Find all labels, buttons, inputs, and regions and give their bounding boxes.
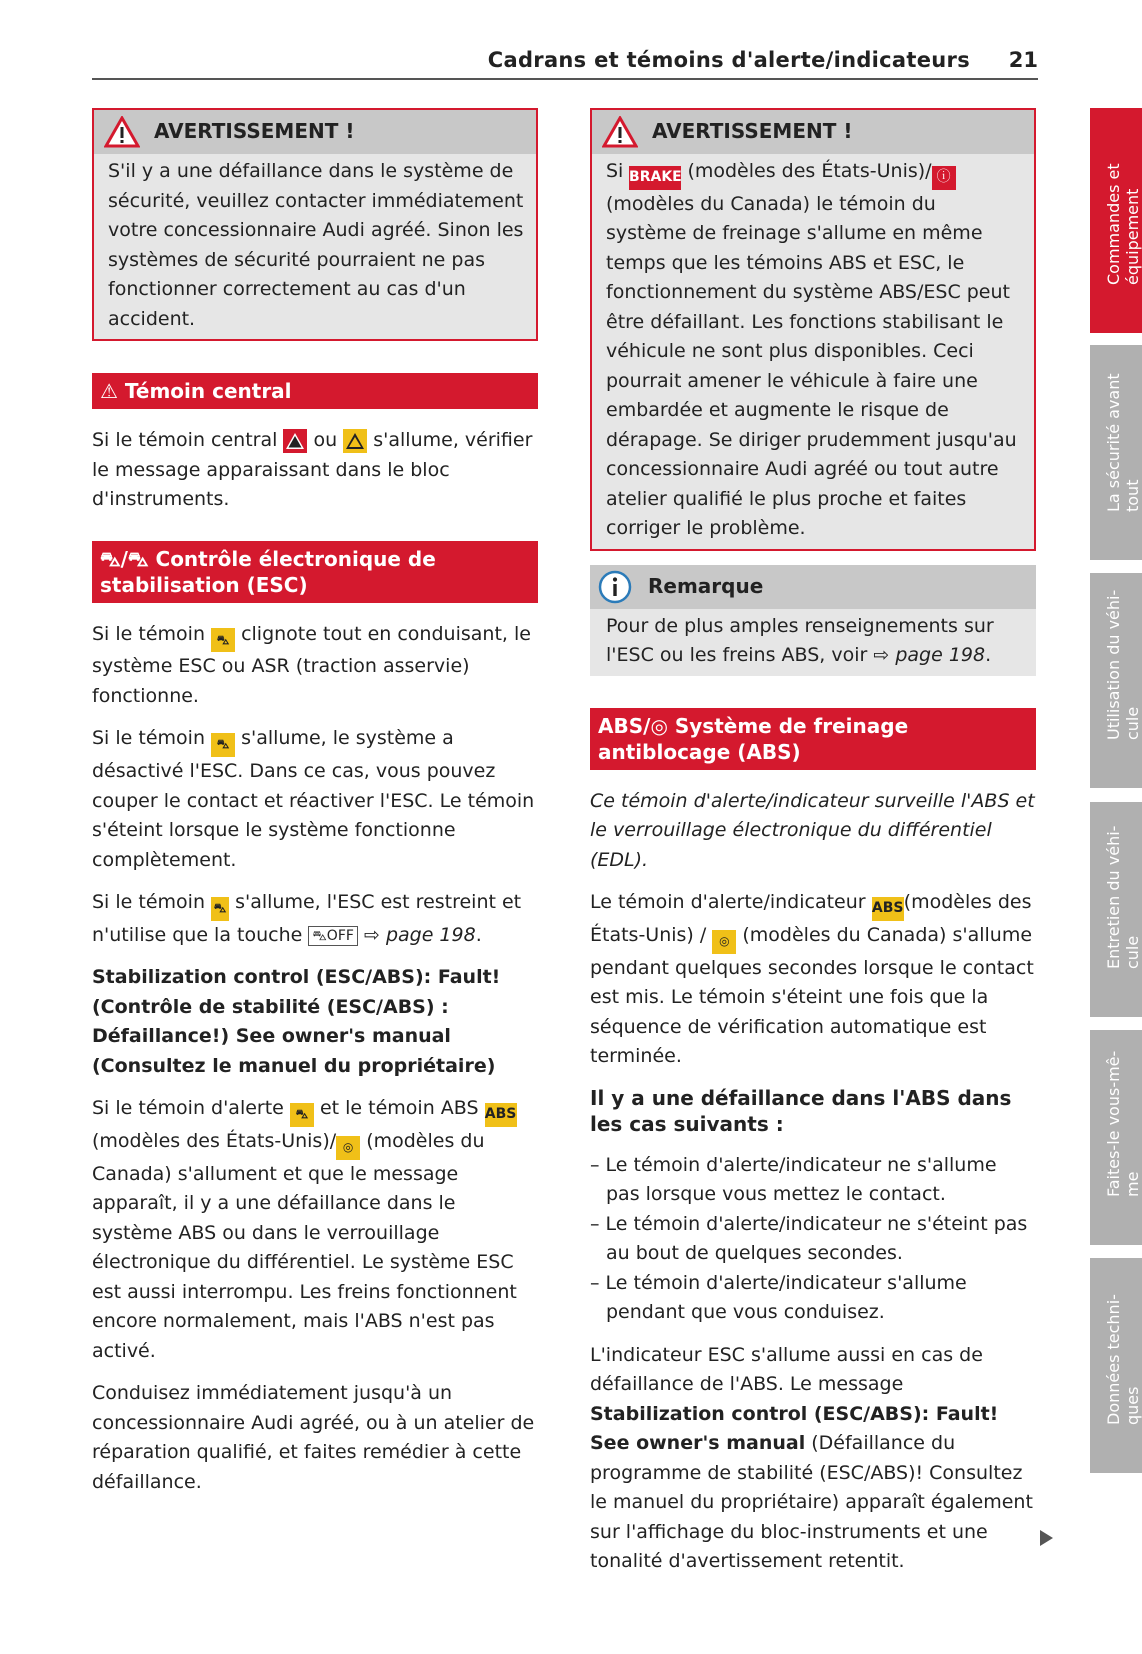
paragraph	[92, 724, 538, 875]
text: Si le témoin	[92, 891, 205, 913]
side-tab-label	[1104, 1294, 1142, 1425]
abs-indicator-icon: ABS	[872, 897, 904, 921]
side-tab-commandes[interactable]	[1090, 108, 1142, 333]
side-tab-faites-le[interactable]	[1090, 1030, 1142, 1245]
esc-car-icon: ⛍	[211, 733, 235, 757]
abs-circle-icon: ◎	[650, 713, 668, 738]
text: (Défaillance du programme de stabilité (ESC/ABS)! Consultez le manuel du propriétaire) apparaît également sur l'affichage du bloc-instruments et une tonalité d'avertissement retentit.	[590, 1432, 1033, 1573]
label-line: Faites-le vous-mê-	[1104, 1050, 1123, 1197]
esc-car-icon: ⛍/⛍	[100, 546, 149, 571]
bullet-list	[590, 1151, 1036, 1328]
text: Si le témoin	[92, 727, 205, 750]
page-reference-link[interactable]: page 198	[895, 644, 986, 667]
label-line: cule	[1123, 706, 1142, 740]
warning-triangle-icon: ⚠	[100, 379, 118, 403]
yellow-warning-triangle-icon	[343, 429, 367, 453]
warning-header	[592, 110, 1034, 154]
side-tab-utilisation[interactable]	[1090, 573, 1142, 788]
paragraph	[590, 1341, 1036, 1577]
list-item: – Le témoin d'alerte/indicateur s'allume pendant que vous conduisez.	[590, 1271, 967, 1324]
paragraph: Conduisez immédiatement jusqu'à un concessionnaire Audi agréé, ou à un atelier de réparation qualifié, et faites remédier à cette défaillance.	[92, 1382, 535, 1493]
text: .	[475, 923, 482, 946]
label-line: Utilisation du véhi-	[1104, 589, 1123, 740]
text: (modèles du Canada) s'allume pendant quelques secondes lorsque le contact est mis. Le témoin s'éteint une fois que la séquence de vérification automatique est terminée.	[590, 924, 1034, 1068]
text: s'allume, le système a désactivé l'ESC. Dans ce cas, vous pouvez couper le contact et réactiver l'ESC. Le témoin s'éteint lorsque le système fonctionne complètement.	[92, 727, 535, 871]
label-line: me	[1123, 1171, 1142, 1197]
label-line: équipement	[1123, 188, 1142, 285]
page-reference-link[interactable]: page 198	[385, 923, 476, 946]
page-title: Cadrans et témoins d'alerte/indicateurs	[487, 48, 970, 72]
heading-text: Système de freinage antiblocage (ABS)	[598, 713, 909, 764]
side-tab-label	[1104, 826, 1142, 969]
text: clignote tout en conduisant, le système ESC ou ASR (traction asservie) fonctionne.	[92, 622, 531, 707]
heading-text: Contrôle électronique de stabilisation (ESC)	[100, 546, 436, 597]
note-box	[590, 565, 1036, 676]
list-item: – Le témoin d'alerte/indicateur ne s'allume pas lorsque vous mettez le contact.	[590, 1153, 997, 1206]
text: (modèles des États-Unis)/	[92, 1130, 337, 1152]
text: Si le témoin central	[92, 429, 278, 451]
label-line: Données techni-	[1104, 1294, 1123, 1425]
text: Si le témoin d'alerte	[92, 1097, 284, 1120]
note-title: Remarque	[648, 574, 764, 598]
note-header	[590, 565, 1036, 609]
section-heading-abs	[590, 708, 1036, 770]
warning-box-brake	[590, 108, 1036, 551]
label-line: cule	[1123, 935, 1142, 969]
text: (modèles des États-Unis) /	[590, 891, 1032, 946]
warning-text: S'il y a une défaillance dans le système de sécurité, veuillez contacter immédiatement votre concessionnaire Audi agréé. Sinon les systèmes de sécurité pourraient ne pas fonctionner correctement au cas d'un accident.	[108, 160, 524, 330]
brake-indicator-icon: BRAKE	[629, 166, 681, 190]
arrow-icon: ⇨	[873, 644, 890, 667]
page-header	[92, 40, 1038, 80]
section-heading-temoin-central	[92, 373, 538, 409]
side-tab-label	[1104, 373, 1142, 512]
left-column	[92, 108, 538, 1510]
red-warning-triangle-icon	[283, 429, 307, 453]
warning-text	[592, 154, 1034, 549]
paragraph	[92, 620, 538, 712]
intro-paragraph: Ce témoin d'alerte/indicateur surveille l'ABS et le verrouillage électronique du différentiel (EDL).	[590, 789, 1035, 871]
esc-off-icon: ⛍	[211, 897, 229, 921]
bold-message: Stabilization control (ESC/ABS): Fault! (Contrôle de stabilité (ESC/ABS) : Défaillance!) See owner's manual (Consultez le manuel du propriétaire)	[92, 966, 501, 1077]
text: .	[985, 644, 992, 667]
text: Pour de plus amples renseignements sur l'ESC ou les freins ABS, voir	[606, 614, 994, 667]
paragraph	[92, 1094, 538, 1366]
warning-title: AVERTISSEMENT !	[154, 119, 355, 144]
info-icon	[598, 570, 632, 604]
warning-title: AVERTISSEMENT !	[652, 119, 853, 144]
note-text	[590, 609, 1036, 676]
label-line: La sécurité avant	[1104, 373, 1123, 512]
abs-indicator-icon: ABS	[485, 1103, 517, 1127]
label-line: ques	[1123, 1386, 1142, 1425]
text: (modèles des États-Unis)/	[687, 160, 932, 182]
next-page-arrow-icon[interactable]	[1040, 1530, 1053, 1546]
label-line: Entretien du véhi-	[1104, 825, 1123, 969]
side-tab-entretien[interactable]	[1090, 802, 1142, 1017]
text: Le témoin d'alerte/indicateur	[590, 891, 866, 914]
heading-text: Témoin central	[124, 379, 292, 403]
label-line: Commandes et	[1104, 163, 1123, 285]
esc-car-icon: ⛍	[290, 1103, 314, 1127]
paragraph	[590, 888, 1036, 1072]
heading-text: ABS/	[598, 713, 651, 738]
section-heading-esc	[92, 541, 538, 603]
warning-box-security	[92, 108, 538, 341]
side-tab-label	[1104, 590, 1142, 740]
warning-triangle-icon	[104, 116, 140, 148]
text: Si	[606, 160, 624, 182]
esc-car-icon: ⛍	[211, 628, 235, 652]
warning-header	[94, 110, 536, 154]
abs-circle-icon: ◎	[712, 930, 736, 954]
subheading: Il y a une défaillance dans l'ABS dans les cas suivants :	[590, 1085, 1012, 1136]
paragraph	[92, 888, 538, 950]
paragraph	[92, 426, 538, 515]
text: L'indicateur ESC s'allume aussi en cas de défaillance de l'ABS. Le message	[590, 1343, 983, 1396]
text: ou	[313, 429, 338, 451]
text: (modèles du Canada) le témoin du système de freinage s'allume en même temps que les témoins ABS et ESC, le fonctionnement du système ABS/ESC peut être défaillant. Les fonctions stabilisant le véhicule ne sont plus disponibles. Ceci pourrait amener le véhicule à faire une embardée et augmente le risque de dérapage. Se diriger prudemment jusqu'au concessionnaire Audi agréé ou tout autre atelier qualifié le plus proche et faites corriger le problème.	[606, 192, 1017, 540]
brake-circle-icon: ⓘ	[932, 166, 956, 190]
right-column	[590, 108, 1036, 1590]
abs-circle-icon: ◎	[336, 1136, 360, 1160]
side-tab-donnees[interactable]	[1090, 1258, 1142, 1473]
list-item: – Le témoin d'alerte/indicateur ne s'éteint pas au bout de quelques secondes.	[590, 1212, 1028, 1265]
warning-triangle-icon	[602, 116, 638, 148]
arrow-icon: ⇨	[363, 923, 380, 946]
label-line: tout	[1123, 479, 1142, 512]
side-tab-label	[1104, 163, 1142, 285]
side-tab-label	[1104, 1051, 1142, 1197]
key-label: OFF	[326, 927, 354, 944]
text: et le témoin ABS	[319, 1097, 479, 1120]
text: (modèles du Canada) s'allument et que le message apparaît, il y a une défaillance dans le système ABS ou dans le verrouillage électronique du différentiel. Le système ESC est aussi interrompu. Les freins fonctionnent encore normalement, mais l'ABS n'est pas activé.	[92, 1130, 517, 1362]
side-tab-securite[interactable]	[1090, 345, 1142, 560]
text: s'allume, vérifier le message apparaissant dans le bloc d'instruments.	[92, 429, 533, 510]
page-number: 21	[1008, 48, 1038, 72]
text: s'allume, l'ESC est restreint et n'utilise que la touche	[92, 891, 522, 946]
bold-message: Stabilization control (ESC/ABS): Fault! See owner's manual	[590, 1402, 999, 1455]
esc-off-key: ⛍OFF	[308, 926, 358, 946]
text: Si le témoin	[92, 622, 205, 645]
